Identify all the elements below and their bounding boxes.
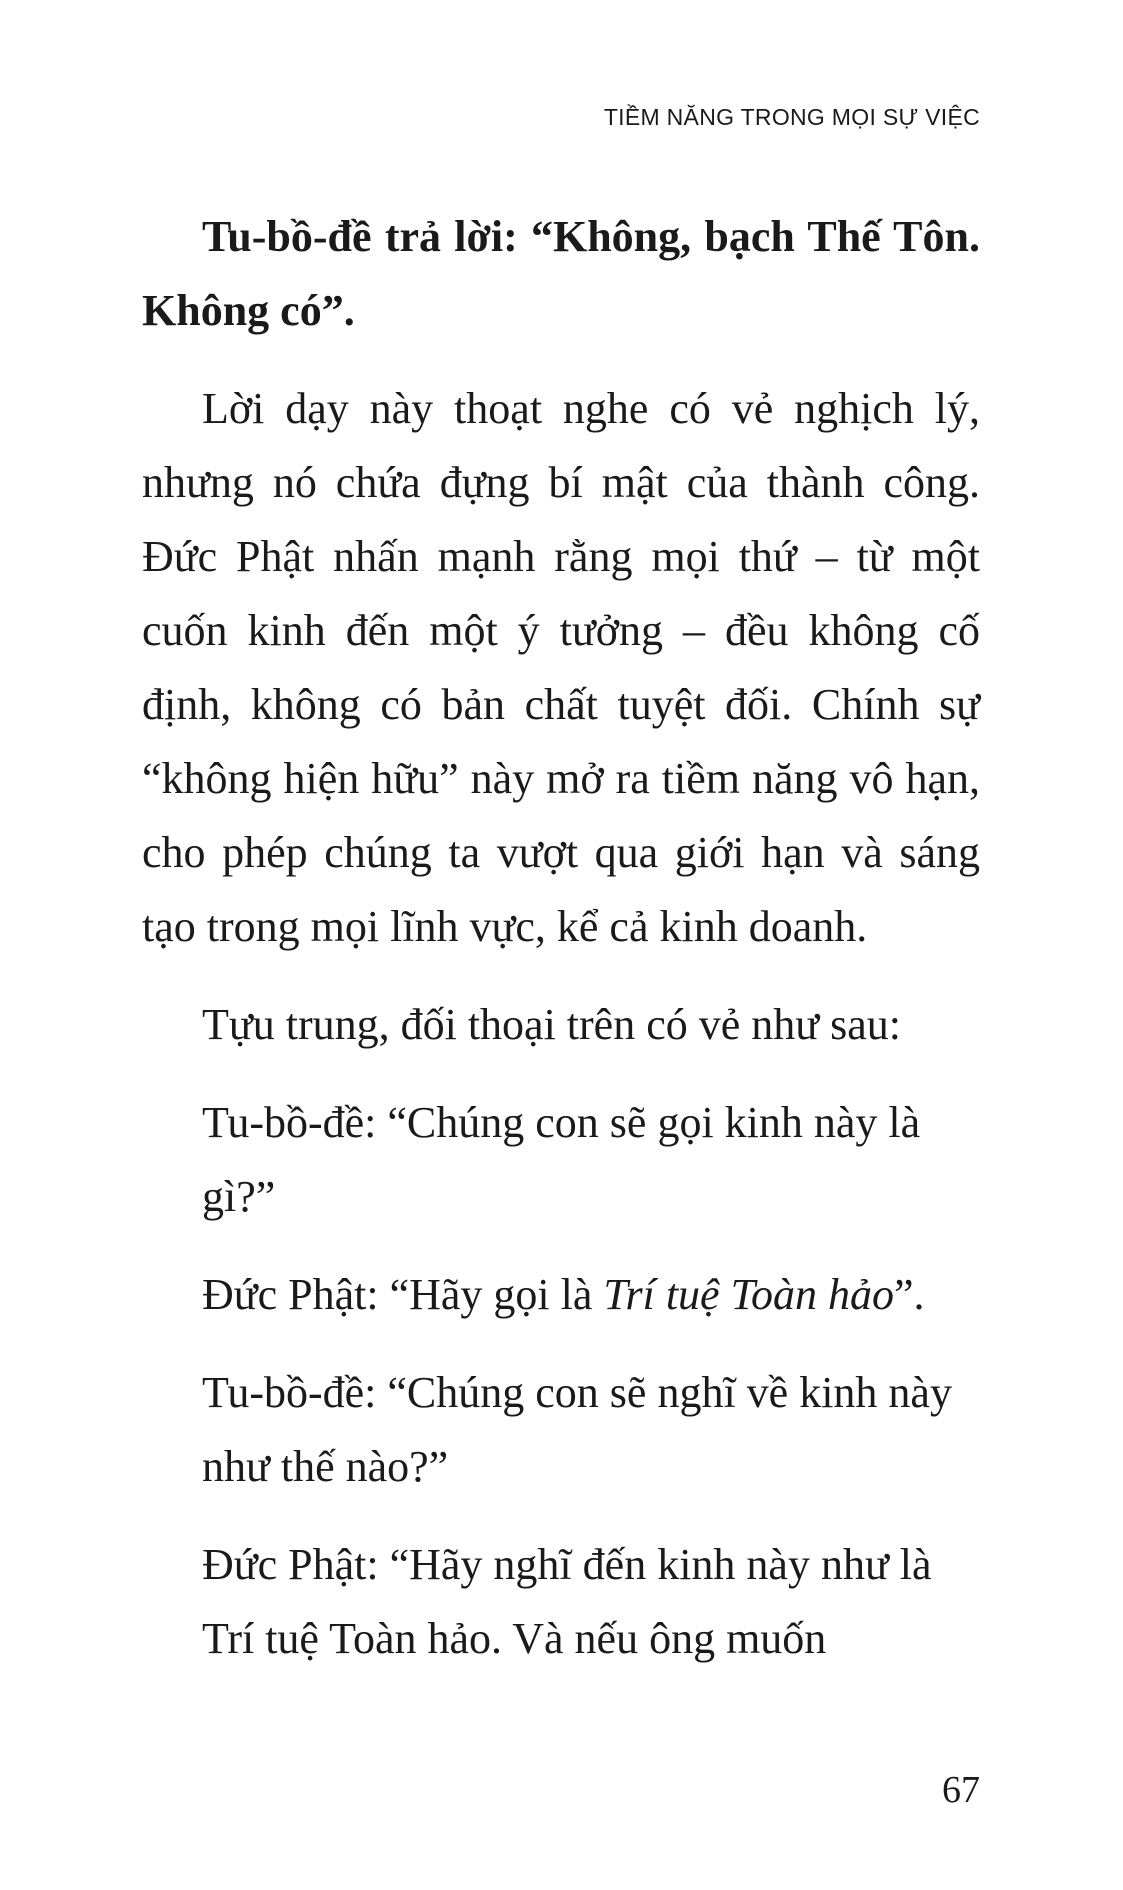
dialogue-buddha-1-suffix: ”. [894, 1270, 925, 1319]
paragraph-subhuti-reply: Tu-bồ-đề trả lời: “Không, bạch Thế Tôn. Không có”. [142, 212, 980, 335]
paragraph-teaching: Lời dạy này thoạt nghe có vẻ nghịch lý, nhưng nó chứa đựng bí mật của thành công. Đức Phật nhấn mạnh rằng mọi thứ – từ một cuốn kinh đến một ý tưởng – đều không cố định, không có bản chất tuyệt đối. Chính sự “không hiện hữu” này mở ra tiềm năng vô hạn, cho phép chúng ta vượt qua giới hạn và sáng tạo trong mọi lĩnh vực, kể cả kinh doanh. [142, 384, 980, 951]
dialogue-subhuti-2: Tu-bồ-đề: “Chúng con sẽ nghĩ về kinh này như thế nào?” [202, 1368, 952, 1491]
sutra-title-italic: Trí tuệ Toàn hảo [603, 1270, 894, 1319]
paragraph-summary: Tựu trung, đối thoại trên có vẻ như sau: [202, 1000, 901, 1049]
dialogue-buddha-1 [142, 1258, 980, 1332]
page-number: 67 [942, 1769, 980, 1811]
dialogue-subhuti-1: Tu-bồ-đề: “Chúng con sẽ gọi kinh này là gì?” [202, 1098, 921, 1221]
page-body [142, 200, 980, 1676]
running-header: TIỀM NĂNG TRONG MỌI SỰ VIỆC [603, 104, 980, 130]
dialogue-buddha-1-prefix: Đức Phật: “Hãy gọi là [202, 1270, 604, 1319]
dialogue-buddha-2: Đức Phật: “Hãy nghĩ đến kinh này như là Trí tuệ Toàn hảo. Và nếu ông muốn [202, 1540, 932, 1663]
